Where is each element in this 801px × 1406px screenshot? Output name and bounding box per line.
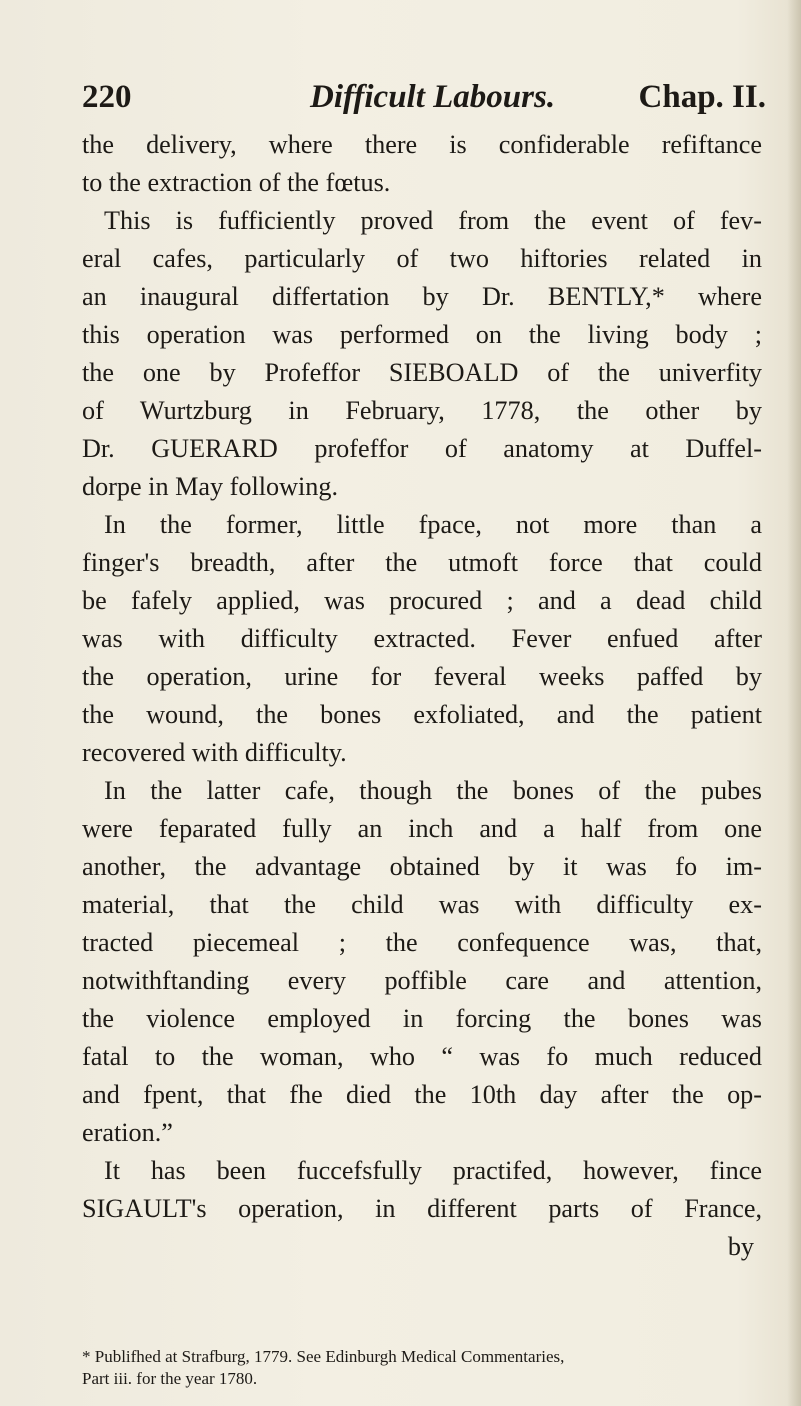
text-line: to the extraction of the fœtus. [82,168,391,197]
text-line: This is fufficiently proved from the event of fev- [104,206,762,235]
text-line: In the latter cafe, though the bones of the pubes [104,776,762,805]
text-line: of Wurtzburg in February, 1778, the other by [82,396,762,425]
text-line: were feparated fully an inch and a half from one [82,814,762,843]
running-title: Difficult Labours. [310,79,556,115]
text-line: tracted piecemeal ; the confequence was, that, [82,928,762,957]
text-line: eration.” [82,1118,173,1147]
text-line: another, the advantage obtained by it was fo im- [82,852,762,881]
text-line: SIGAULT's operation, in different parts of France, [82,1194,762,1223]
text-line: this operation was performed on the living body ; [82,320,762,349]
text-line: the delivery, where there is confiderable refiftance [82,130,762,159]
page-number: 220 [82,79,132,115]
footnote [82,1346,762,1390]
text-line: dorpe in May following. [82,472,339,501]
text-line: In the former, little fpace, not more than a [104,510,762,539]
page-edge-shadow [787,0,801,1406]
text-line: Dr. GUERARD profeffor of anatomy at Duffel- [82,434,762,463]
running-header [82,72,766,122]
body-text [82,126,762,1266]
text-line: the violence employed in forcing the bones was [82,1004,762,1033]
text-line: finger's breadth, after the utmoft force that could [82,548,762,577]
text-line: It has been fuccefsfully practifed, however, fince [104,1156,762,1185]
text-line: the one by Profeffor SIEBOALD of the univerfity [82,358,762,387]
text-line: recovered with difficulty. [82,738,347,767]
text-line: notwithftanding every poffible care and attention, [82,966,762,995]
chapter-label: Chap. II. [638,79,766,115]
text-line: and fpent, that fhe died the 10th day after the op- [82,1080,762,1109]
footnote-line: * Publifhed at Strafburg, 1779. See Edinburgh Medical Commentaries, [82,1347,565,1366]
text-line: the wound, the bones exfoliated, and the patient [82,700,762,729]
text-line: eral cafes, particularly of two hiftories related in [82,244,762,273]
text-line: an inaugural differtation by Dr. BENTLY,* where [82,282,762,311]
text-line: material, that the child was with difficulty ex- [82,890,762,919]
text-line: fatal to the woman, who “ was fo much reduced [82,1042,762,1071]
catchword: by [727,1232,754,1261]
text-line: be fafely applied, was procured ; and a dead child [82,586,762,615]
text-line: was with difficulty extracted. Fever enfued after [82,624,762,653]
text-line: the operation, urine for feveral weeks paffed by [82,662,762,691]
footnote-line: Part iii. for the year 1780. [82,1369,258,1388]
